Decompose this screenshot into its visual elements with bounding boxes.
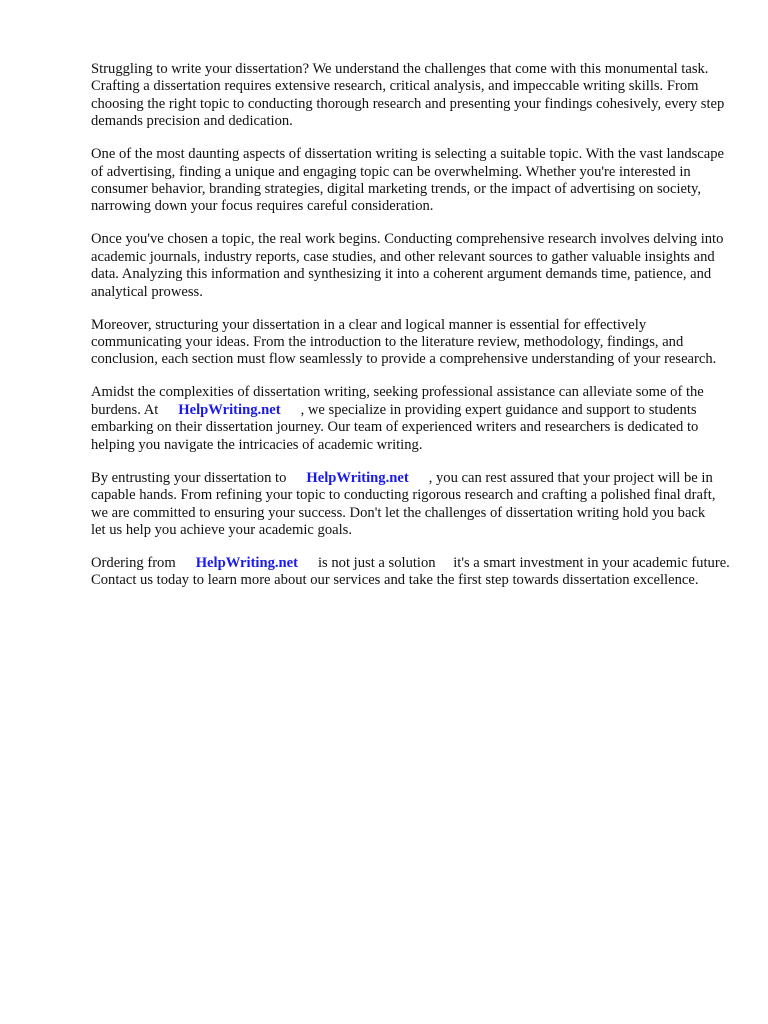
paragraph-text: Once you've chosen a topic, the real work begins. Conducting comprehensive research involves delving into academic journals, industry reports, case studies, and other relevant sources to gather valuable insights and data. Analyzing this information and synthesizing it into a coherent argument demands time, patience, and analytical prowess. (91, 231, 724, 300)
paragraph-text: Struggling to write your dissertation? We understand the challenges that come with this monumental task. Crafting a dissertation requires extensive research, critical analysis, and impeccable writing skills. From choosing the right topic to conducting thorough research and presenting your findings cohesively, every step demands precision and dedication. (91, 61, 725, 130)
paragraph-intro (91, 61, 731, 131)
paragraph-topic (91, 146, 731, 216)
document-body (91, 61, 731, 605)
paragraph-text: is not just a solution (318, 554, 436, 571)
paragraph-assistance (91, 384, 731, 454)
paragraph-text: , you can rest assured that your project will be in capable hands. From refining your topic to conducting rigorous research and crafting a polished final draft, we are committed to ensuring your success. Don't let the challenges of dissertation writing hold you back (91, 469, 716, 521)
paragraph-text: let us help you achieve your academic goals. (91, 521, 352, 538)
paragraph-text: , we specialize in providing expert guidance and support to students embarking on their dissertation journey. Our team of experienced writers and researchers is dedicated to helping you navigate the intricacies of academic writing. (91, 401, 699, 453)
paragraph-research (91, 231, 731, 301)
paragraph-entrusting (91, 470, 731, 540)
paragraph-ordering (91, 555, 731, 590)
helpwriting-link[interactable]: HelpWriting.net (306, 469, 409, 486)
paragraph-text: Moreover, structuring your dissertation in a clear and logical manner is essential for effectively communicating your ideas. From the introduction to the literature review, methodology, findings, and conclusion, each section must flow seamlessly to provide a comprehensive understanding of your research. (91, 316, 717, 368)
helpwriting-link[interactable]: HelpWriting.net (195, 554, 298, 571)
helpwriting-link[interactable]: HelpWriting.net (178, 401, 281, 418)
paragraph-text: One of the most daunting aspects of dissertation writing is selecting a suitable topic. With the vast landscape of advertising, finding a unique and engaging topic can be overwhelming. Whether you're interested in consumer behavior, branding strategies, digital marketing trends, or the impact of advertising on society, narrowing down your focus requires careful consideration. (91, 146, 725, 215)
paragraph-text: Ordering from (91, 554, 176, 571)
paragraph-text: By entrusting your dissertation to (91, 469, 287, 486)
paragraph-text: Amidst the complexities of dissertation writing, seeking professional assistance can alleviate some of the burdens. At (91, 384, 704, 418)
paragraph-structure (91, 317, 731, 369)
paragraph-text: it's a smart investment in your academic future. Contact us today to learn more about our services and take the first step towards dissertation excellence. (91, 554, 730, 589)
